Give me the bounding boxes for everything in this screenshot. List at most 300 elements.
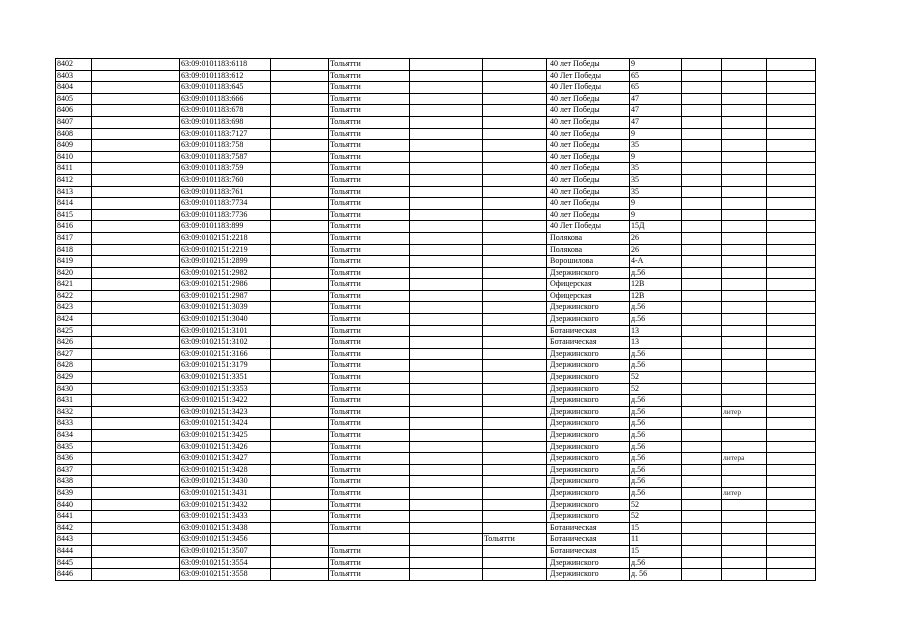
cell-house: д.56 [630,314,682,326]
cell-street: Дзержинского [547,487,630,499]
cell-empty [767,59,816,71]
cell-street: 40 лет Победы [547,163,630,175]
cell-note [722,569,767,581]
cell-city: Тольятти [329,290,410,302]
cell-empty [410,174,483,186]
cell-cadastral-number: 63:09:0101183:7734 [180,198,271,210]
cell-empty [410,383,483,395]
cell-empty [271,522,329,534]
cell-house: 65 [630,70,682,82]
cell-cadastral-number: 63:09:0101183:899 [180,221,271,233]
cell-empty [92,453,180,465]
cell-empty [92,395,180,407]
cell-street: Дзержинского [547,360,630,372]
cell-row-number: 8439 [56,487,92,499]
cell-cadastral-number: 63:09:0102151:3428 [180,464,271,476]
cell-city: Тольятти [329,302,410,314]
cell-empty [682,198,722,210]
cell-empty [767,93,816,105]
cell-note [722,441,767,453]
cell-empty [767,476,816,488]
cell-cadastral-number: 63:09:0101183:645 [180,82,271,94]
cell-row-number: 8446 [56,569,92,581]
table-row [56,325,816,337]
cell-empty [92,522,180,534]
cell-empty [767,453,816,465]
cell-city-alt [483,325,547,337]
cell-cadastral-number: 63:09:0101183:759 [180,163,271,175]
cell-cadastral-number: 63:09:0102151:3433 [180,511,271,523]
cell-note [722,372,767,384]
cell-city-alt [483,314,547,326]
cell-empty [271,59,329,71]
cell-house: 35 [630,140,682,152]
cell-row-number: 8413 [56,186,92,198]
cell-street: 40 лет Победы [547,105,630,117]
cell-empty [767,105,816,117]
cell-city: Тольятти [329,487,410,499]
cell-street: Дзержинского [547,453,630,465]
cell-row-number: 8423 [56,302,92,314]
cell-empty [271,534,329,546]
cell-empty [682,232,722,244]
cell-house: 9 [630,151,682,163]
cell-city-alt [483,151,547,163]
cell-city: Тольятти [329,244,410,256]
cell-house: 15 [630,545,682,557]
cell-empty [410,82,483,94]
cell-empty [92,256,180,268]
cell-empty [92,198,180,210]
cell-cadastral-number: 63:09:0102151:2986 [180,279,271,291]
cell-empty [410,198,483,210]
cell-empty [271,174,329,186]
cell-empty [410,59,483,71]
cell-cadastral-number: 63:09:0102151:3179 [180,360,271,372]
cell-empty [271,441,329,453]
cell-empty [682,441,722,453]
cell-street: 40 лет Победы [547,140,630,152]
cell-city: Тольятти [329,70,410,82]
cell-city [329,534,410,546]
cell-empty [682,545,722,557]
cell-empty [271,221,329,233]
cell-city-alt [483,441,547,453]
cell-empty [271,279,329,291]
cell-empty [682,244,722,256]
cell-empty [92,186,180,198]
table-row [56,557,816,569]
cell-empty [271,360,329,372]
cell-empty [92,557,180,569]
cell-empty [767,499,816,511]
cell-street: Дзержинского [547,464,630,476]
cell-empty [92,232,180,244]
cell-empty [92,534,180,546]
cell-row-number: 8434 [56,430,92,442]
cell-house: 52 [630,499,682,511]
cell-cadastral-number: 63:09:0102151:3456 [180,534,271,546]
cell-empty [410,290,483,302]
table-row [56,476,816,488]
cell-street: 40 Лет Победы [547,70,630,82]
cell-empty [92,93,180,105]
cell-empty [271,464,329,476]
cell-empty [92,209,180,221]
cell-empty [410,348,483,360]
cell-cadastral-number: 63:09:0102151:3101 [180,325,271,337]
cell-row-number: 8427 [56,348,92,360]
cell-city-alt [483,302,547,314]
cell-empty [410,418,483,430]
cell-empty [682,395,722,407]
table-row [56,464,816,476]
table-row [56,128,816,140]
cell-row-number: 8414 [56,198,92,210]
cell-empty [767,244,816,256]
cell-empty [682,70,722,82]
table-row [56,244,816,256]
table-row [56,383,816,395]
cell-street: 40 лет Победы [547,116,630,128]
cell-empty [767,256,816,268]
cell-house: 9 [630,198,682,210]
cell-empty [767,82,816,94]
cell-note [722,337,767,349]
cell-row-number: 8407 [56,116,92,128]
cell-empty [767,209,816,221]
cell-empty [92,267,180,279]
table-row [56,453,816,465]
cell-empty [410,314,483,326]
cell-empty [271,232,329,244]
cell-empty [271,198,329,210]
cell-house: д.56 [630,441,682,453]
cell-empty [767,406,816,418]
cell-cadastral-number: 63:09:0101183:698 [180,116,271,128]
cell-empty [410,360,483,372]
cell-note [722,93,767,105]
cell-street: 40 лет Победы [547,93,630,105]
cell-city-alt [483,569,547,581]
cell-city-alt [483,290,547,302]
cell-row-number: 8430 [56,383,92,395]
cell-empty [410,372,483,384]
cell-empty [767,557,816,569]
cell-street: Дзержинского [547,314,630,326]
cell-cadastral-number: 63:09:0102151:3438 [180,522,271,534]
cell-empty [92,499,180,511]
cell-city-alt [483,337,547,349]
cell-empty [92,59,180,71]
table-row [56,499,816,511]
cell-row-number: 8442 [56,522,92,534]
cell-street: 40 лет Победы [547,174,630,186]
cell-city-alt [483,430,547,442]
cell-street: Полякова [547,244,630,256]
cell-empty [767,267,816,279]
cell-empty [271,209,329,221]
cell-house: 9 [630,209,682,221]
cell-city: Тольятти [329,545,410,557]
cell-house: 15 [630,522,682,534]
cell-empty [92,116,180,128]
cell-empty [767,383,816,395]
cell-row-number: 8417 [56,232,92,244]
cell-cadastral-number: 63:09:0101183:612 [180,70,271,82]
cell-row-number: 8431 [56,395,92,407]
cell-empty [410,232,483,244]
cell-empty [682,522,722,534]
cell-city: Тольятти [329,186,410,198]
cell-city-alt [483,279,547,291]
cell-empty [682,105,722,117]
cell-row-number: 8419 [56,256,92,268]
cell-empty [92,279,180,291]
cell-house: д.56 [630,487,682,499]
cell-street: 40 лет Победы [547,198,630,210]
cell-row-number: 8412 [56,174,92,186]
cell-street: Дзержинского [547,557,630,569]
cell-row-number: 8402 [56,59,92,71]
cell-empty [767,128,816,140]
cell-street: Дзержинского [547,395,630,407]
cell-street: Дзержинского [547,441,630,453]
cell-empty [410,430,483,442]
cell-empty [682,464,722,476]
cell-row-number: 8420 [56,267,92,279]
cell-city: Тольятти [329,372,410,384]
cell-city: Тольятти [329,348,410,360]
cell-empty [92,290,180,302]
cell-street: Дзержинского [547,302,630,314]
cell-street: Дзержинского [547,267,630,279]
cell-row-number: 8433 [56,418,92,430]
cell-empty [271,430,329,442]
cell-empty [410,487,483,499]
cell-street: 40 лет Победы [547,186,630,198]
table-row [56,487,816,499]
cell-city-alt [483,105,547,117]
cell-cadastral-number: 63:09:0102151:3423 [180,406,271,418]
cell-city-alt [483,511,547,523]
cell-city: Тольятти [329,360,410,372]
cell-empty [410,93,483,105]
cell-house: 35 [630,174,682,186]
cell-city-alt [483,232,547,244]
cell-empty [682,302,722,314]
cell-house: 4-А [630,256,682,268]
cell-empty [271,290,329,302]
table-row [56,569,816,581]
cell-city: Тольятти [329,430,410,442]
cell-cadastral-number: 63:09:0101183:7736 [180,209,271,221]
cell-house: д.56 [630,557,682,569]
cell-empty [767,221,816,233]
cell-cadastral-number: 63:09:0102151:3427 [180,453,271,465]
cell-empty [410,267,483,279]
cell-row-number: 8406 [56,105,92,117]
cell-empty [92,476,180,488]
cell-street: 40 лет Победы [547,151,630,163]
cell-empty [682,128,722,140]
cell-street: Дзержинского [547,406,630,418]
cell-cadastral-number: 63:09:0102151:3432 [180,499,271,511]
cell-city-alt: Тольятти [483,534,547,546]
cell-empty [767,545,816,557]
cell-city-alt [483,198,547,210]
cell-empty [682,290,722,302]
table-row [56,116,816,128]
table-row [56,232,816,244]
cell-empty [410,151,483,163]
cell-city-alt [483,116,547,128]
cell-empty [92,511,180,523]
cell-city: Тольятти [329,395,410,407]
cell-house: д.56 [630,348,682,360]
registry-table [55,58,816,581]
cell-city-alt [483,59,547,71]
cell-note [722,244,767,256]
cell-empty [271,186,329,198]
cell-empty [410,116,483,128]
cell-city-alt [483,93,547,105]
cell-empty [682,348,722,360]
cell-city-alt [483,128,547,140]
cell-note: литер [722,487,767,499]
cell-note [722,430,767,442]
cell-empty [682,267,722,279]
table-row [56,174,816,186]
cell-street: 40 лет Победы [547,128,630,140]
cell-street: Дзержинского [547,476,630,488]
cell-street: Дзержинского [547,372,630,384]
table-row [56,360,816,372]
table-row [56,186,816,198]
cell-empty [767,395,816,407]
cell-note [722,545,767,557]
table-row [56,70,816,82]
cell-cadastral-number: 63:09:0101183:7127 [180,128,271,140]
cell-empty [410,569,483,581]
cell-empty [410,522,483,534]
cell-street: Ботаническая [547,545,630,557]
cell-city: Тольятти [329,557,410,569]
cell-empty [92,337,180,349]
cell-empty [271,545,329,557]
cell-city: Тольятти [329,151,410,163]
cell-empty [271,487,329,499]
cell-street: 40 лет Победы [547,209,630,221]
cell-empty [92,372,180,384]
cell-house: 52 [630,511,682,523]
cell-empty [410,325,483,337]
cell-house: д.56 [630,395,682,407]
cell-row-number: 8437 [56,464,92,476]
cell-empty [767,198,816,210]
cell-empty [271,337,329,349]
cell-note [722,499,767,511]
cell-row-number: 8444 [56,545,92,557]
cell-cadastral-number: 63:09:0102151:3426 [180,441,271,453]
cell-note [722,290,767,302]
cell-empty [92,406,180,418]
cell-row-number: 8445 [56,557,92,569]
cell-cadastral-number: 63:09:0102151:3351 [180,372,271,384]
cell-empty [271,93,329,105]
cell-empty [92,82,180,94]
cell-empty [271,348,329,360]
cell-city-alt [483,82,547,94]
cell-empty [410,244,483,256]
cell-cadastral-number: 63:09:0102151:3554 [180,557,271,569]
cell-empty [767,464,816,476]
table-row [56,59,816,71]
cell-city: Тольятти [329,128,410,140]
cell-empty [271,325,329,337]
cell-cadastral-number: 63:09:0102151:2219 [180,244,271,256]
cell-empty [92,464,180,476]
cell-empty [767,302,816,314]
cell-empty [92,128,180,140]
cell-empty [271,557,329,569]
cell-city: Тольятти [329,464,410,476]
cell-city: Тольятти [329,116,410,128]
cell-empty [92,163,180,175]
cell-house: 13 [630,337,682,349]
table-row [56,290,816,302]
table-row [56,198,816,210]
cell-row-number: 8432 [56,406,92,418]
cell-empty [767,116,816,128]
cell-empty [92,569,180,581]
cell-city: Тольятти [329,163,410,175]
cell-note [722,557,767,569]
cell-empty [92,325,180,337]
cell-note [722,128,767,140]
cell-note [722,163,767,175]
cell-empty [682,534,722,546]
cell-city: Тольятти [329,221,410,233]
cell-city-alt [483,244,547,256]
cell-cadastral-number: 63:09:0101183:666 [180,93,271,105]
cell-empty [410,337,483,349]
cell-cadastral-number: 63:09:0101183:761 [180,186,271,198]
cell-empty [92,430,180,442]
cell-street: 40 лет Победы [547,59,630,71]
cell-city: Тольятти [329,418,410,430]
cell-note [722,209,767,221]
table-row [56,140,816,152]
table-row [56,441,816,453]
cell-cadastral-number: 63:09:0102151:3422 [180,395,271,407]
table-row [56,221,816,233]
cell-empty [271,163,329,175]
cell-empty [410,476,483,488]
cell-empty [92,151,180,163]
cell-note [722,522,767,534]
cell-empty [682,140,722,152]
table-row [56,151,816,163]
cell-house: 9 [630,128,682,140]
cell-note [722,348,767,360]
cell-empty [767,290,816,302]
table-row [56,267,816,279]
cell-empty [92,545,180,557]
table-row [56,105,816,117]
cell-house: д.56 [630,360,682,372]
cell-empty [271,82,329,94]
